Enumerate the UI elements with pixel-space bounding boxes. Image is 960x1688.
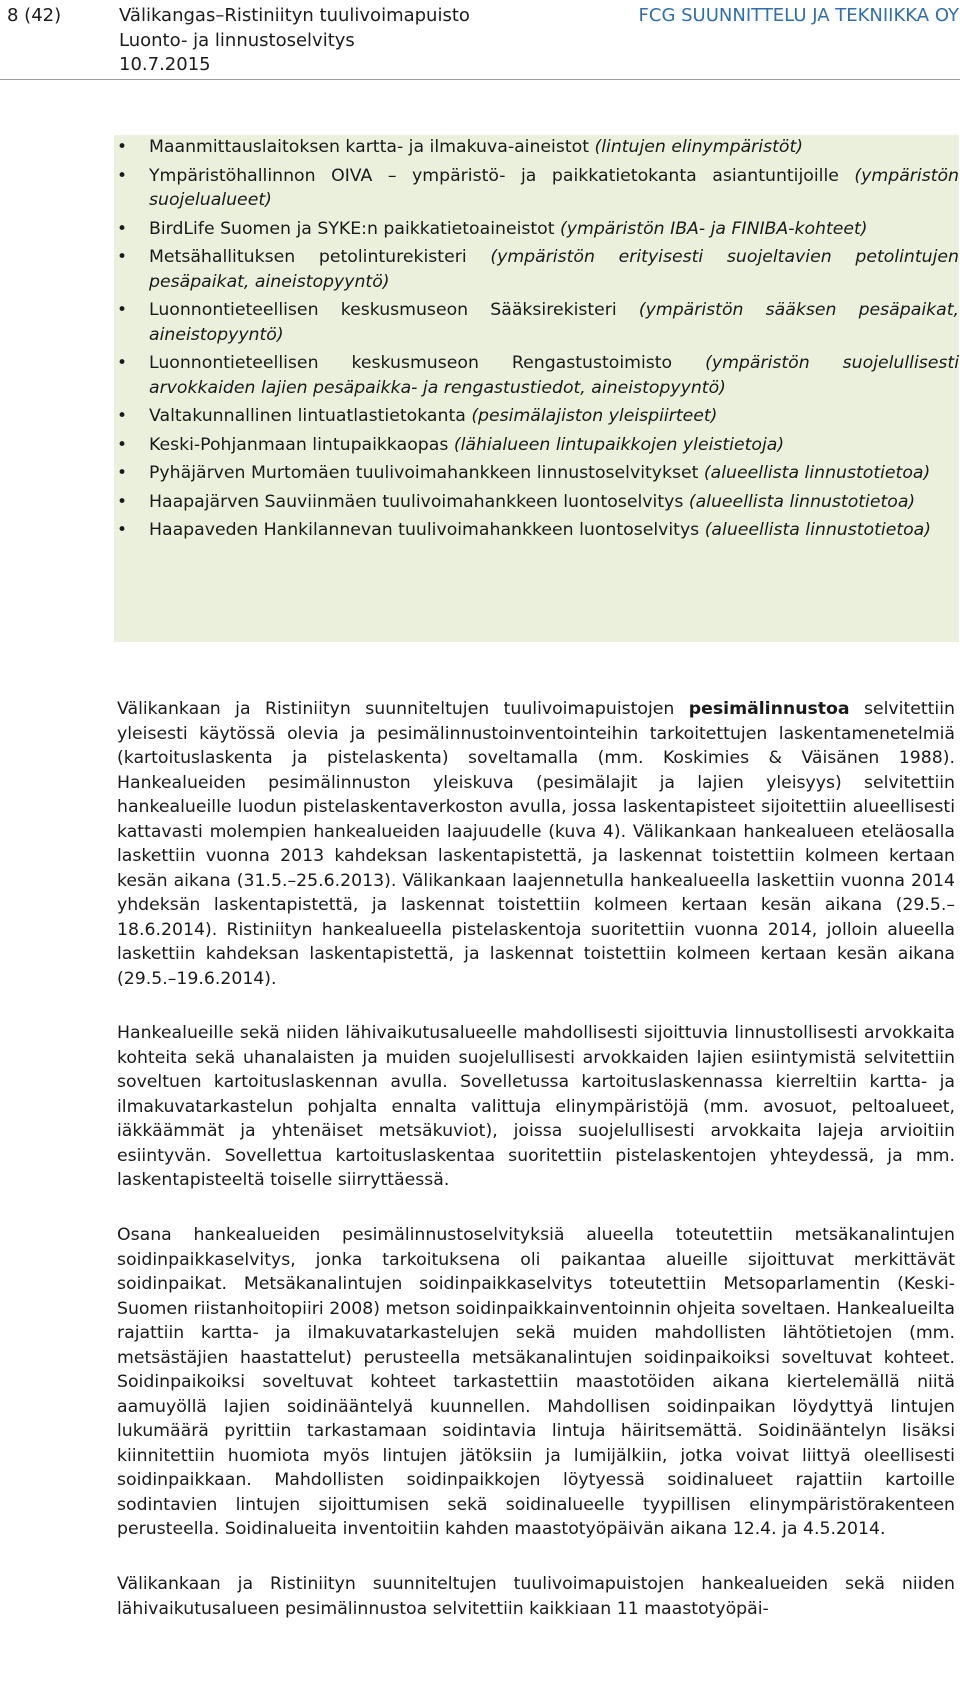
header-left <box>7 4 470 78</box>
document-subtitle: Luonto- ja linnustoselvitys <box>119 29 355 51</box>
paragraph-breeding-birds: Välikankaan ja Ristiniityn suunniteltujen tuulivoimapuistojen pesimälinnustoa selvitettiin yleisesti käytössä olevia ja pesimälinnustoinventointeihin tarkoitettujen laskentamenetelmiä (kartoituslaskenta ja pistelaskenta) soveltamalla (mm. Koskimies & Väisänen 1988). Hankealueiden pesimälinnuston yleiskuva (pesimälajit ja lajien yleisyys) selvitettiin hankealueille luodun pistelaskentaverkoston avulla, jossa laskentapisteet sijoitettiin alueellisesti kattavasti molempien hankealueiden laajuudelle (kuva 4). Välikankaan hankealueen eteläosalla laskettiin vuonna 2013 kahdeksan laskentapistettä, ja laskennat toistettiin kolmeen kertaan kesän aikana (31.5.–25.6.2013). Välikankaan laajennetulla hankealueella laskettiin vuonna 2014 yhdeksän laskentapistettä, ja laskennat toistettiin kolmeen kertaan kesän aikana (29.5.–18.6.2014). Ristiniityn hankealueella pistelaskentoja suoritettiin vuonna 2014, jolloin alueella laskettiin kahdeksan laskentapistettä, ja laskennat toistettiin kolmeen kertaan kesän aikana (29.5.–19.6.2014). <box>117 699 955 989</box>
list-item: • Keski-Pohjanmaan lintupaikkaopas (lähialueen lintupaikkojen yleistietoja) <box>114 433 959 458</box>
list-item: • BirdLife Suomen ja SYKE:n paikkatietoaineistot (ympäristön IBA- ja FINIBA-kohteet) <box>114 217 959 242</box>
header-divider <box>0 79 960 80</box>
list-item: • Luonnontieteellisen keskusmuseon Rengastustoimisto (ympäristön suojelullisesti arvokkaiden lajien pesäpaikka- ja rengastustiedot, aineistopyyntö) <box>114 351 959 400</box>
document-date: 10.7.2015 <box>119 54 211 75</box>
list-item: • Ympäristöhallinnon OIVA – ympäristö- ja paikkatietokanta asiantuntijoille (ympäristön suojelualueet) <box>114 164 959 213</box>
list-item: • Metsähallituksen petolinturekisteri (ympäristön erityisesti suojeltavien petolintujen pesäpaikat, aineistopyyntö) <box>114 245 959 294</box>
paragraph-fieldwork: Välikankaan ja Ristiniityn suunniteltujen tuulivoimapuistojen hankealueiden sekä niiden lähivaikutusalueen pesimälinnustoa selvitettiin kaikkiaan 11 maastotyöpäi- <box>117 1574 955 1619</box>
list-item: • Valtakunnallinen lintuatlastietokanta (pesimälajiston yleispiirteet) <box>114 404 959 429</box>
list-item: • Haapajärven Sauviinmäen tuulivoimahankkeen luontoselvitys (alueellista linnustotietoa) <box>114 490 959 515</box>
bold-term: pesimälinnustoa <box>688 699 850 719</box>
page-header <box>0 0 960 80</box>
paragraph-lek-survey: Osana hankealueiden pesimälinnustoselvityksiä alueella toteutettiin metsäkanalintujen soidinpaikkaselvitys, jonka tarkoituksena oli paikantaa alueille sijoittuvat merkittävät soidinpaikat. Metsäkanalintujen soidinpaikkaselvitys toteutettiin Metsoparlamentin (Keski-Suomen riistanhoitopiiri 2008) metson soidinpaikkainventoinnin ohjeita soveltaen. Hankealueilta rajattiin kartta- ja ilmakuvatarkastelujen sekä muiden mahdollisten lähtötietojen (mm. metsästäjien haastattelut) perusteella metsäkanalintujen soidinpaikoiksi soveltuvat kohteet. Soidinpaikoiksi soveltuvat kohteet tarkastettiin maastotöiden aikana kiertelemällä niitä aamuyöllä lajien soidinääntelyä kuunnellen. Mahdollisen soidinpaikan löydyttyä lintujen lukumäärä pyrittiin tarkastamaan soidintavia lintuja häiritsemättä. Soidinääntelyn lisäksi kiinnitettiin huomiota myös lintujen jätöksiin ja lumijälkiin, jotka voivat liittyä oleellisesti soidinpaikkaan. Mahdollisten soidinpaikkojen löytyessä soidinalueet rajattiin kartoille sodintavien lintujen sijoittumisen sekä soidinalueelle tyypillisen elinympäristörakenteen perusteella. Soidinalueita inventoitiin kahden maastotyöpäivän aikana 12.4. ja 4.5.2014. <box>117 1225 955 1539</box>
company-name: FCG SUUNNITTELU JA TEKNIIKKA OY <box>638 5 959 26</box>
list-item: • Pyhäjärven Murtomäen tuulivoimahankkeen linnustoselvitykset (alueellista linnustotietoa) <box>114 461 959 486</box>
paragraph-valuable-sites: Hankealueille sekä niiden lähivaikutusalueelle mahdollisesti sijoittuvia linnustollisesti arvokkaita kohteita sekä uhanalaisten ja muiden suojelullisesti arvokkaiden lajien esiintymistä selvitettiin soveltuen kartoituslaskennan avulla. Sovelletussa kartoituslaskennassa kierreltiin kartta- ja ilmakuvatarkastelun pohjalta ennalta valittuja elinympäristöjä (mm. avosuot, peltoalueet, iäkkäämmät ja yhtenäiset metsäkuviot), joissa suojelullisesti arvokkaita lajeja arvioitiin esiintyvän. Sovellettua kartoituslaskentaa suoritettiin pistelaskentojen yhteydessä, ja mm. laskentapisteeltä toiselle siirryttäessä. <box>117 1023 955 1190</box>
page-number: 8 (42) <box>7 5 62 26</box>
list-item: • Luonnontieteellisen keskusmuseon Sääksirekisteri (ympäristön sääksen pesäpaikat, aineistopyyntö) <box>114 298 959 347</box>
data-sources-list <box>114 135 959 547</box>
document-title: Välikangas–Ristiniityn tuulivoimapuisto <box>119 5 470 26</box>
list-item: • Haapaveden Hankilannevan tuulivoimahankkeen luontoselvitys (alueellista linnustotietoa) <box>114 518 959 543</box>
list-item: • Maanmittauslaitoksen kartta- ja ilmakuva-aineistot (lintujen elinympäristöt) <box>114 135 959 160</box>
data-sources-box <box>114 135 959 642</box>
